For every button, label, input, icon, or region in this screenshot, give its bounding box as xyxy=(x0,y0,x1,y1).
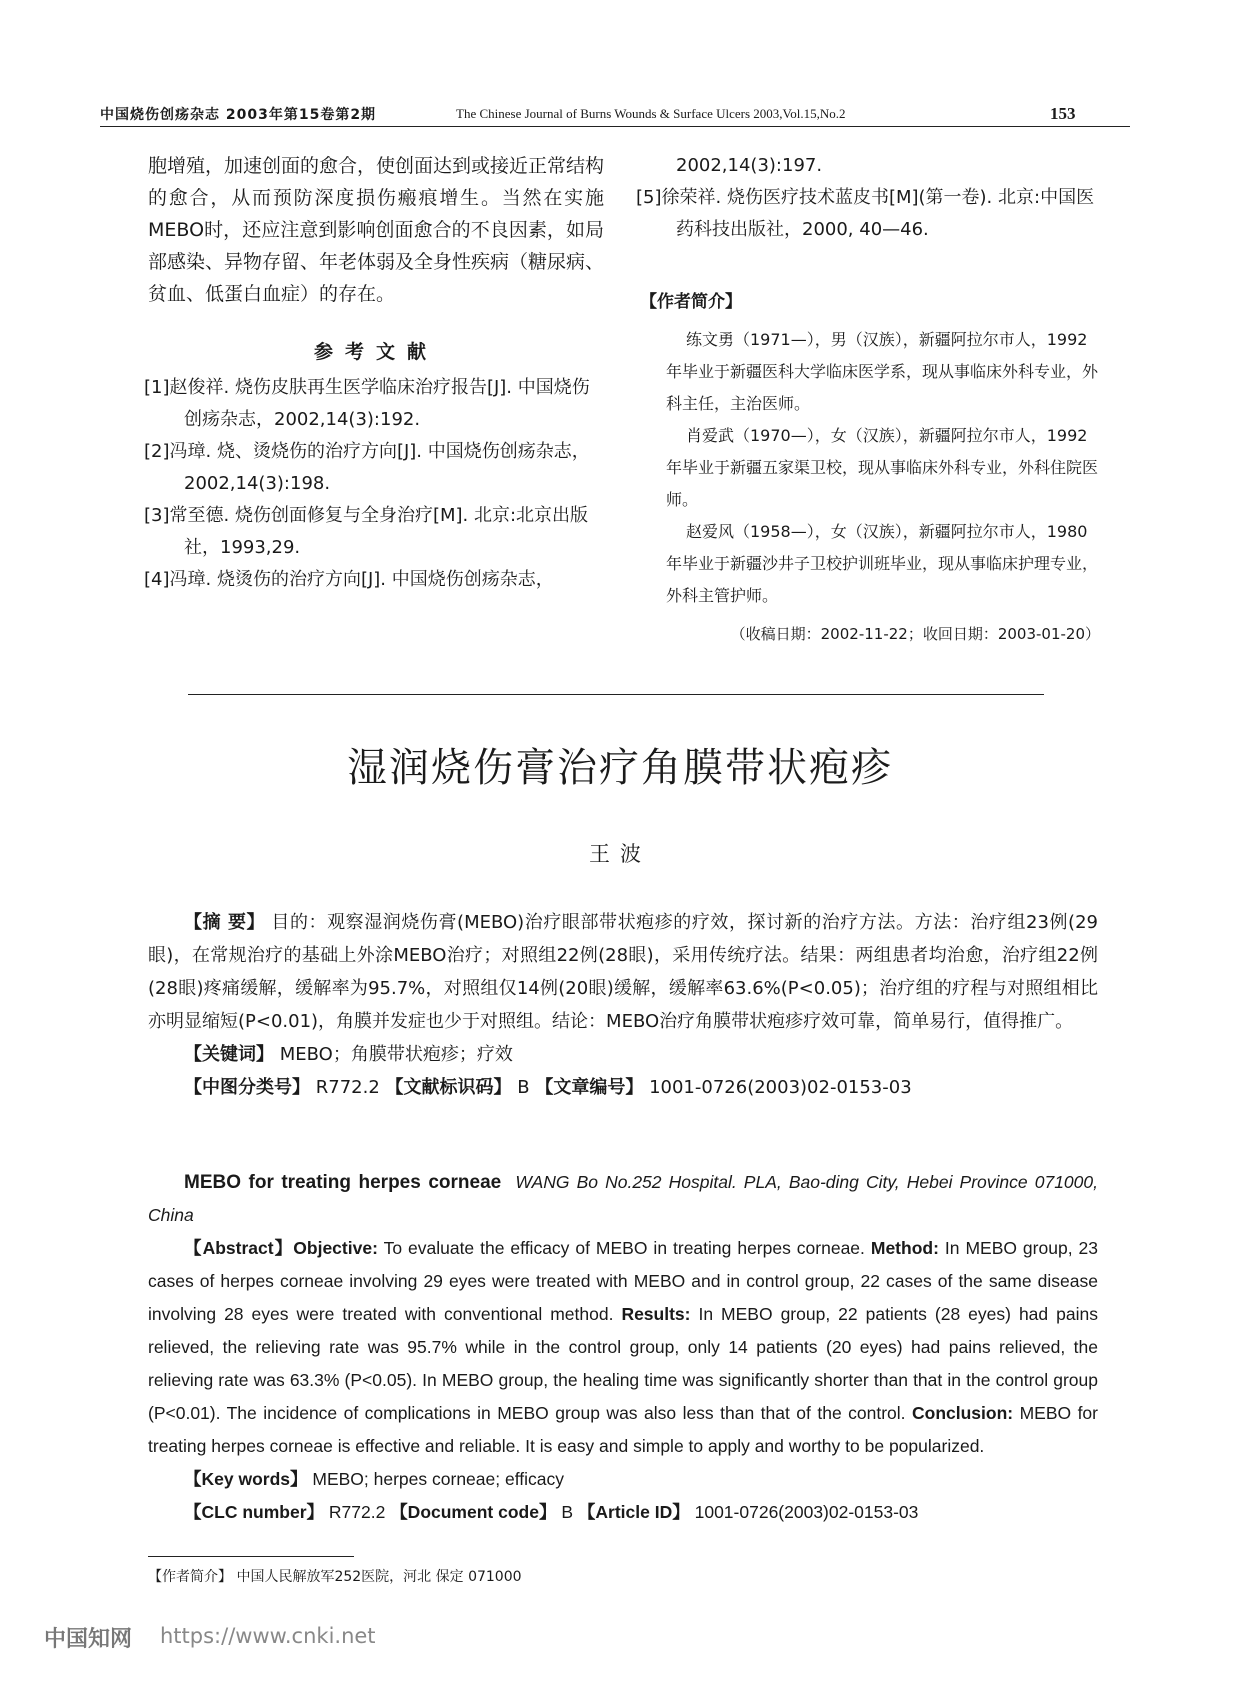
page-number: 153 xyxy=(1050,104,1076,123)
author-bio: 练文勇（1971—），男（汉族），新疆阿拉尔市人，1992年毕业于新疆医科大学临床医学系，现从事临床外科专业，外科主任，主治医师。 xyxy=(666,330,1099,413)
author-intro-title: 【作者简介】 xyxy=(640,292,742,312)
chinese-abstract xyxy=(148,906,1098,1104)
prev-article-right-column xyxy=(636,150,1100,650)
en-doccode-value: B xyxy=(561,1502,574,1522)
header-rule xyxy=(100,126,1130,127)
reference-1: [1]赵俊祥. 烧伤皮肤再生医学临床治疗报告[J]. 中国烧伤创疡杂志，2002,14(3):192. xyxy=(144,377,590,430)
keywords-text: MEBO；角膜带状疱疹；疗效 xyxy=(279,1044,513,1065)
reference-3: [3]常至德. 烧伤创面修复与全身治疗[M]. 北京:北京出版社，1993,29. xyxy=(144,505,589,558)
article-author: 王波 xyxy=(589,842,651,866)
results-label: Results: xyxy=(621,1304,691,1324)
english-title: MEBO for treating herpes corneae xyxy=(184,1172,502,1193)
reference-2: [2]冯璋. 烧、烫烧伤的治疗方向[J]. 中国烧伤创疡杂志，2002,14(3):198. xyxy=(144,441,590,494)
doccode-value: B xyxy=(517,1077,530,1098)
cnki-url[interactable]: https://www.cnki.net xyxy=(160,1624,376,1648)
footnote-rule xyxy=(148,1556,354,1557)
prev-article-body: 胞增殖，加速创面的愈合，使创面达到或接近正常结构的愈合，从而预防深度损伤瘢痕增生。当然在实施MEBO时，还应注意到影响创面愈合的不良因素，如局部感染、异物存留、年老体弱及全身性疾病（糖尿病、贫血、低蛋白血症）的存在。 xyxy=(148,155,605,305)
en-keywords-label: 【Key words】 xyxy=(184,1469,308,1489)
en-abstract-label: 【Abstract】 xyxy=(184,1238,294,1258)
objective-text: To evaluate the efficacy of MEBO in treating herpes corneae. xyxy=(383,1238,865,1258)
en-doccode-label: 【Document code】 xyxy=(390,1502,557,1522)
en-clc-label: 【CLC number】 xyxy=(184,1502,324,1522)
author-bio: 赵爱风（1958—），女（汉族），新疆阿拉尔市人，1980年毕业于新疆沙井子卫校护训班毕业，现从事临床护理专业，外科主管护师。 xyxy=(666,522,1099,605)
article-title: 湿润烧伤膏治疗角膜带状疱疹 xyxy=(347,745,893,791)
en-clc-value: R772.2 xyxy=(328,1502,386,1522)
conclusion-text: MEBO for treating herpes corneae is effective and reliable. It is easy and simple to apply and worthy to be popularized. xyxy=(148,1403,1098,1456)
reference-4: [4]冯璋. 烧烫伤的治疗方向[J]. 中国烧伤创疡杂志， xyxy=(144,569,554,590)
articleid-label: 【文章编号】 xyxy=(535,1077,644,1098)
abstract-text: 目的：观察湿润烧伤膏(MEBO)治疗眼部带状疱疹的疗效，探讨新的治疗方法。方法：治疗组23例(29眼)，在常规治疗的基础上外涂MEBO治疗；对照组22例(28眼)，采用传统疗法。结果：两组患者均治愈，治疗组22例(28眼)疼痛缓解，缓解率为95.7%，对照组仅14例(20眼)缓解，缓解率63.6%(P<0.05)；治疗组的疗程与对照组相比亦明显缩短(P<0.01)，角膜并发症也少于对照组。结论：MEBO治疗角膜带状疱疹疗效可靠，简单易行，值得推广。 xyxy=(148,912,1098,1032)
author-bio: 肖爱武（1970—），女（汉族），新疆阿拉尔市人，1992年毕业于新疆五家渠卫校，现从事临床外科专业，外科住院医师。 xyxy=(666,426,1099,509)
method-text: In MEBO group, 23 cases of herpes corneae involving 29 eyes were treated with MEBO and in control group, 22 cases of the same disease involving 28 eyes were treated with conventional method. xyxy=(148,1238,1098,1324)
clc-value: R772.2 xyxy=(315,1077,380,1098)
en-keywords-text: MEBO; herpes corneae; efficacy xyxy=(312,1469,564,1489)
journal-name-cn: 中国烧伤创疡杂志 2003年第15卷第2期 xyxy=(100,107,377,123)
references-title: 参考文献 xyxy=(313,341,438,363)
method-label: Method: xyxy=(870,1238,939,1258)
doccode-label: 【文献标识码】 xyxy=(385,1077,512,1098)
prev-article-left-column xyxy=(144,150,605,596)
received-dates: （收稿日期：2002-11-22；收回日期：2003-01-20） xyxy=(730,625,1100,643)
english-affiliation: WANG Bo No.252 Hospital. PLA, Bao-ding City, Hebei Province 071000, China xyxy=(148,1172,1098,1225)
footnote: 【作者简介】 中国人民解放军252医院，河北 保定 071000 xyxy=(148,1569,522,1585)
en-articleid-label: 【Article ID】 xyxy=(577,1502,690,1522)
objective-label: Objective: xyxy=(293,1238,378,1258)
english-abstract xyxy=(148,1166,1098,1529)
reference-5: [5]徐荣祥. 烧伤医疗技术蓝皮书[M](第一卷). 北京:中国医药科技出版社，2000, 40—46. xyxy=(636,187,1095,240)
reference-4-continued: 2002,14(3):197. xyxy=(676,155,823,176)
journal-name-en: The Chinese Journal of Burns Wounds & Surface Ulcers 2003,Vol.15,No.2 xyxy=(456,106,846,121)
article-separator-rule xyxy=(188,694,1044,695)
en-articleid-value: 1001-0726(2003)02-0153-03 xyxy=(694,1502,919,1522)
keywords-label: 【关键词】 xyxy=(184,1044,274,1065)
articleid-value: 1001-0726(2003)02-0153-03 xyxy=(649,1077,912,1098)
results-text: In MEBO group, 22 patients (28 eyes) had pains relieved, the relieving rate was 95.7% while in the control group, only 14 patients (20 eyes) had pains relieved, the relieving rate was 63.3% (P<0.05). In MEBO group, the healing time was significantly shorter than that in the control group (P<0.01). The incidence of complications in MEBO group was also less than that of the control. xyxy=(148,1304,1098,1423)
cnki-logo: 中国知网 xyxy=(44,1627,133,1652)
clc-label: 【中图分类号】 xyxy=(184,1077,310,1098)
conclusion-label: Conclusion: xyxy=(912,1403,1014,1423)
abstract-label: 【摘 要】 xyxy=(184,912,266,933)
